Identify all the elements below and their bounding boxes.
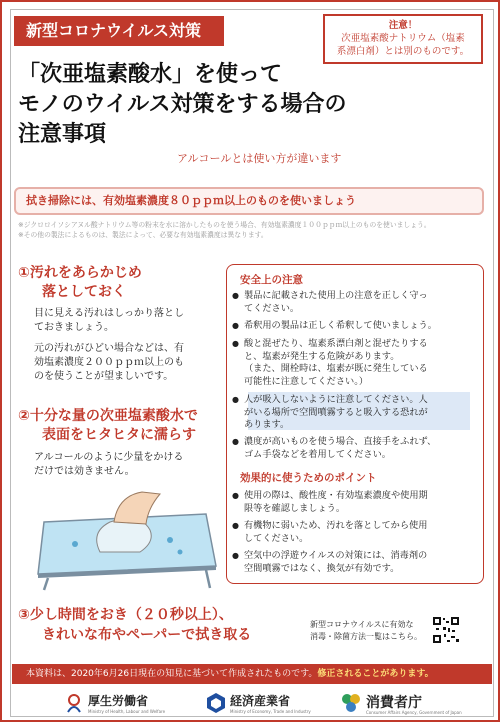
subtitle: アルコールとは使い方が違います — [177, 152, 342, 165]
safety-item-line: ● 人が吸入しないように注意してください。人 — [244, 394, 428, 405]
safety-item-line: てください。 — [244, 302, 300, 314]
disclaimer-emphasis: 修正されることがあります。 — [317, 669, 434, 679]
qr-caption-line1: 新型コロナウイルスに有効な — [310, 620, 414, 629]
notice-title: 注意！ — [388, 20, 418, 31]
safety-item-line: （また、開栓時は、塩素が既に発生している — [244, 363, 428, 374]
step1-text-line3: 元の汚れがひどい場合などは、有 — [34, 343, 184, 354]
safety-title: 安全上の注意 — [240, 274, 303, 286]
effective-item — [244, 550, 478, 575]
meti-logo-subtitle: Ministry of Economy, Trade and Industry — [230, 709, 311, 714]
effective-item-line: ● 使用の際は、酸性度・有効塩素濃度や使用期 — [244, 490, 428, 501]
step2-heading-line1: ②十分な量の次亜塩素酸水で — [18, 408, 198, 424]
mhlw-logo-subtitle: Ministry of Health, Labour and Welfare — [88, 709, 166, 714]
step2-text-line2: だけでは効きません。 — [34, 466, 135, 477]
meti-logo-icon — [206, 692, 226, 714]
safety-item-inhalation — [244, 394, 478, 432]
safety-item-line: ● 酸と混ぜたり、塩素系漂白剤と混ぜたりする — [244, 338, 428, 349]
effective-item-line: してください。 — [244, 532, 309, 544]
title-line1: 「次亜塩素酸水」を使って — [18, 62, 283, 87]
notice-body-line2: 系漂白剤）とは別のものです。 — [336, 46, 470, 57]
wiping-illustration — [30, 482, 220, 592]
caa-logo-icon — [340, 692, 362, 714]
safety-item — [244, 320, 478, 333]
effective-item-line: 限等を確認しましょう。 — [244, 502, 346, 514]
qr-code-icon[interactable] — [432, 616, 460, 644]
effective-item-line: 空間噴霧ではなく、換気が有効です。 — [244, 562, 400, 574]
page-title — [18, 60, 488, 150]
mhlw-logo-name: 厚生労働省 — [88, 694, 149, 708]
notice-box — [323, 14, 483, 64]
topic-tag: 新型コロナウイルス対策 — [14, 16, 224, 46]
disclaimer-text: 本資料は、2020年6月26日現在の知見に基づいて作成されたものです。 — [26, 669, 318, 679]
title-line3: 注意事項 — [18, 122, 107, 147]
notice-body-line1: 次亜塩素酸ナトリウム（塩素 — [341, 33, 465, 44]
mhlw-logo-icon — [64, 692, 84, 714]
safety-item — [244, 290, 478, 315]
step1-text-line4: 効塩素濃度２００ｐｐｍ以上のも — [34, 357, 184, 368]
qr-caption-line2: 消毒・除菌方法一覧はこちら。 — [310, 632, 422, 641]
safety-item-line: ゴム手袋などを着用してください。 — [244, 448, 391, 460]
disclaimer-bar — [12, 664, 492, 684]
effective-item — [244, 490, 478, 515]
step2-text-line1: アルコールのように少量をかける — [34, 452, 184, 463]
safety-item-line: ● 濃度が高いものを使う場合、直接手をふれず、 — [244, 436, 437, 447]
concentration-banner: 拭き掃除には、有効塩素濃度８０ｐｐｍ以上のものを使いましょう — [14, 187, 484, 215]
qr-caption — [310, 619, 422, 643]
step2-heading-line2: 表面をヒタヒタに濡らす — [42, 427, 196, 443]
step1-text-line1: 目に見える汚れはしっかり落とし — [34, 308, 184, 319]
safety-item-line: 可能性に注意してください。） — [244, 375, 369, 387]
caa-logo-subtitle: Consumer Affairs Agency, Government of Japan — [366, 710, 462, 715]
safety-item-line: ● 製品に記載された使用上の注意を正しく守っ — [244, 290, 428, 301]
effective-item — [244, 520, 478, 545]
step1-text-line5: のを使うことが望ましいです。 — [34, 371, 174, 382]
title-line2: モノのウイルス対策をする場合の — [18, 92, 347, 117]
step1-heading-line1: ①汚れをあらかじめ — [18, 265, 142, 281]
step1-text-line2: ておきましょう。 — [34, 322, 114, 333]
safety-item-line: あります。 — [244, 419, 290, 430]
footnote-2: ※その他の製法によるものは、製法によって、必要な有効塩素濃度は異なります。 — [18, 231, 268, 239]
safety-item — [244, 436, 478, 461]
step3-heading-line2: きれいな布やペーパーで拭き取る — [42, 627, 252, 643]
step3-heading-line1: ③少し時間をおき（２０秒以上）、 — [18, 607, 233, 623]
safety-item-line: ● 希釈用の製品は正しく希釈して使いましょう。 — [244, 320, 437, 331]
effective-use-title: 効果的に使うためのポイント — [240, 472, 377, 484]
safety-item — [244, 338, 478, 388]
effective-item-line: ● 有機物に弱いため、汚れを落としてから使用 — [244, 520, 428, 531]
footnote-1: ※ジクロロイソシアヌル酸ナトリウム等の粉末を水に溶かしたものを使う場合、有効塩素濃度１００ｐｐｍ以上のものを使いましょう。 — [18, 221, 431, 229]
effective-item-line: ● 空気中の浮遊ウイルスの対策には、消毒剤の — [244, 550, 428, 561]
meti-logo-name: 経済産業省 — [230, 694, 291, 708]
caa-logo-name: 消費者庁 — [366, 695, 422, 711]
safety-item-line: と、塩素が発生する危険があります。 — [244, 350, 400, 362]
safety-item-line: がいる場所で空間噴霧すると吸入する恐れが — [244, 406, 428, 418]
step1-heading-line2: 落としておく — [42, 284, 126, 300]
